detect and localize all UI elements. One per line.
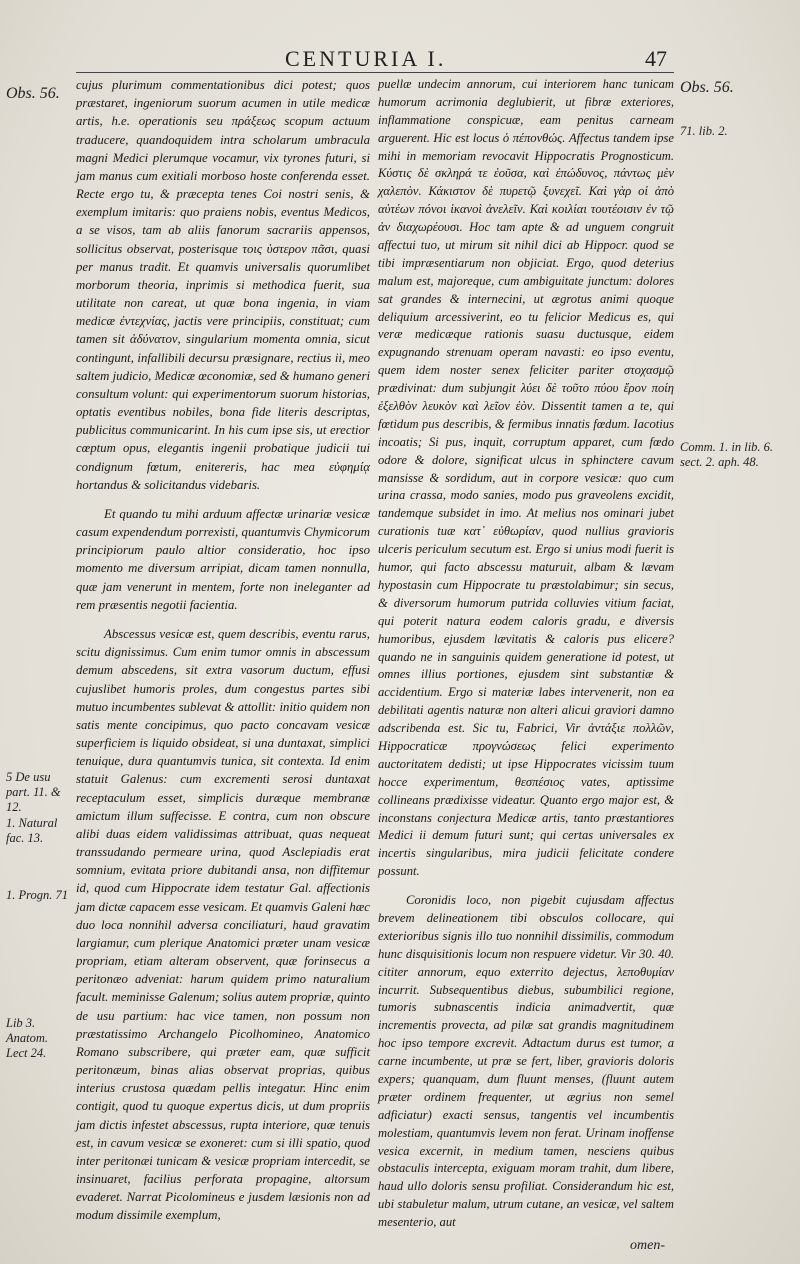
margin-note: Obs. 56. (680, 79, 734, 96)
left-text-column (76, 76, 370, 1225)
margin-note: Obs. 56. (6, 85, 60, 102)
margin-note: 71. lib. 2. (680, 124, 728, 138)
paragraph: puellæ undecim annorum, cui interiorem hanc tunicam humorum acrimonia deglubierit, ut fibræ exteriores, inflammatione conspicuæ, eam penitus carneam arguerent. Hic est locus ὁ πέπονθώς. Affectus tandem ipse mihi in memoriam revocavit Hippocratis Prognosticum. Κύστις δὲ σκληρά τε ἐοῦσα, καὶ ἐπώδυνος, πάντως μὲν χαλεπὸν. Κάκιστον δὲ πυρετῷ ξυνεχεῖ. Καὶ γὰρ οἱ ἀπὸ αὐτέων πόνοι ἱκανοὶ ἀνελεῖν. Καὶ κοιλίαι τουτέοισιν ἐν τῷ ἀν διαχωρέουσι. Hoc tam apte & ad unguem congruit affectui tuo, ut mirum sit nihil dici ab Hippocr. quod se tibi impræsentiarum non objiciat. Ergo, quod deterius malum est, majoreque, cum ambiguitate junctum: dolores sat grandes & internecini, ut ægrotus animi quoque deliquium arcessiverint, eo tu felicior Medicus es, qui veræ medicæque rationis suasu ductusque, eidem expugnando strenuam operam navasti: eo ipso eventu, quem idem noster senex feliciter pariter στοχασμῷ prædivinat: dum subjungit λύει δὲ τοῦτο πύου ἔρον ποίη ἐξελθὸν λευκὸν καὶ λεῖον ἐὸν. Dissentit tamen a te, qui fœtidum pus describis, & fermibus innatis fœdum. Iacotius incoatis; Si pus, inquit, corruptum apparet, cum fœdo odore & dolore, significat ulcus in sphinctere cavum mansisse & sordidum, aut in corpore vesicæ: quo cum urina crassa, modo sanies, modo pus graveolens excidit, tandemque subsidet in imo. At melius nos ominari jubet curationis tuæ κατ᾽ εὐθωρίαν, quod nullius gravioris ulceris periculum secutum est. Ergo si unius modi fuerit is humor, qui facto abscessu maturuit, albam & lævam hypostasin cum Hippocrate tu præstolabimur; sin secus, & diversorum humorum putrida colluvies vitium faciat, qui poterit natura eodem caloris gradu, e diversis humoribus, ejusdem lævitatis & caloris pus elicere? quando ne in sanguinis quidem generatione id potest, ut omnes illius portiones, ejusdem sint substantiæ & accidentium. Ergo si materiæ labes intervenerit, non ea debilitati agentis naturæ non alteri alicui graviori damno adscribenda est. Sic tu, Fabrici, Vir ἀντάξιε πολλῶν, Hippocraticæ προγνώσεως felici experimento auctoritatem dedisti; ut ipse Hippocrates vicissim tuum hocce experimentum, θεσπέσιος vates, aptissime collineans prædixisse videatur. Quanto ergo major est, & inconstans conjectura Medicæ artis, tanto præstantiores Medici ii demum futuri sunt; qui certas universales ex incertis singularibus, mira judicii felicitate condere possunt. (378, 77, 674, 879)
catchword: omen- (630, 1238, 665, 1253)
header-rule (76, 72, 674, 73)
margin-note: 5 De usu part. 11. & 12. (6, 770, 61, 814)
paragraph: Abscessus vesicæ est, quem describis, eventu rarus, scitu dignissimus. Cum enim tumor omnis in abscessum demum abscedens, sit extra vasorum ductum, effusi cujuslibet humoris proles, dum congestus partes sibi mutuo incumbentes sublevat & attollit: initio quidem non satis mente concipimus, quo pacto concavam vesicæ superficiem is liquido obsideat, si una duntaxat, simplici tenuique, dura quantumvis tunica, sit contexta. Id enim statuit Galenus: cum excrementi serosi duntaxat receptaculum esset, simplicis duræque membranæ amictum illum suffecisse. E contra, cum non obscure alibi duas eidem validissimas attribuat, quas nequeat transsudando permeare urina, quod Asclepiadis erat somnium, evitata priore dubitandi ansa, non diffitemur id, quod cum Hippocrate idem testatur Gal. affectionis jam dictæ capacem esse vesicam. Et quamvis Galeni hæc duo loca nonnihil adversa conciliaturi, haud gravatim largiamur, cum plerique Anatomici præter unam vesicæ propriam, etiam alteram observent, quæ forinsecus a peritonæo adveniat: harum quidem primo naturalium facult. meminisse Galenum; solius autem propriæ, quinto de usu partium: hac vice tamen, non possum non præstatissimo Archangelo Picolhomineo, Anatomico Romano subscribere, qui præter eam, quæ sufficit peritonæum, binas alias observat proprias, quibus interius crustosa quædam pellis integatur. Hinc enim contigit, quod tu quoque expertus dicis, ut dum propriis jam dictis infestet abscessus, rupta interiore, quæ tenuis est, in cavum vesicæ se exoneret: cum si illi spatio, quod inter peritonæi tunicam & vesicæ propriam intercedit, se insinuaret, facilius perforata propagine, altorsum evaderet. Narrat Picolomineus e jusdem læsionis non ad modum dissimile exemplum, (76, 626, 370, 1223)
margin-note: 1. Natural fac. 13. (6, 816, 58, 845)
margin-note: Comm. 1. in lib. 6. sect. 2. aph. 48. (680, 440, 774, 469)
paragraph: Coronidis loco, non pigebit cujusdam affectus brevem delineationem tibi obsculos collocare, qui exterioribus signis illo tuo nonnihil dissimilis, commodum hunc disquisitionis locum non respuere videtur. Vir 30. 40. cititer annorum, equo exterrito dejectus, λεποθυμίαν incurrit. Subsequentibus diebus, subumbilici regione, tumoris subnascentis indicia animadvertit, quæ incrementis provecta, ad pilæ sat grandis magnitudinem hoc ipso tempore excrevit. Adtactum durus est tumor, a carne incumbente, ut præ se fert, liber, gravioris doloris expers; quanquam, dum fluunt menses, (fluunt autem præter ordinem frequenter, ut ægrius non semel adficiatur) exacti sensus, tangentis vel incumbentis molestiam, quantumvis levem non ferat. Urinam inoffense vesica excernit, in medium tamen, nesciens quibus obstaculis intercepta, exiguam moram trahit, dum libere, haud ullo doloris sensu profiliat. Considerandum hic est, ubi stabuletur malum, utrum cutane, an vesicæ, vel saltem mesenterio, aut (378, 893, 674, 1230)
margin-note: 1. Progn. 71 (6, 888, 69, 902)
right-text-column (378, 76, 674, 1232)
page-number: 47 (645, 46, 667, 71)
running-header (0, 46, 800, 74)
paragraph: cujus plurimum commentationibus dici potest; quos præstaret, ingeniorum suorum acumen in utile medicæ artis, h.e. operationis seu πράξεως scopum actuum traducere, quandoquidem intra scholarum umbracula magni Medici plerumque vocamur, vix tyrones futuri, si jam manus cum exitiali morboso hoste conferenda esset. Recte ergo tu, & præcepta tenes Coi nostri senis, & exemplum imitaris: quo praiens nobis, eventus Medicos, a se visos, tam ab aliis fanorum sacrariis appensos, sollicitus observat, posterisque τοις ὑστερον πᾶσι, quasi per manus tradit. Et quamvis universalis quorumlibet morborum theoria, inprimis si methodica fuerit, sua utilitate non careat, ut quæ bona ingenia, in viam medicæ ἐντεχνίας, jactis vere principiis, constituat; cum tamen sit ἀδύνατον, singularium momenta omnia, sicut contingunt, infallibili decursu præsignare, rectius ii, meo saltem judicio, Medicæ œconomiæ, sed & humano generi consultum volunt: qui experimentorum suorum historias, optatis eventibus nobiles, bona fide literis descriptas, publicitus communicarint. In his cum ipse sis, ut erectior cœptum opus, elegantis ingenii probatique judicii tui condignum fœtum, enitereris, hac mea εὐφημίᾳ hortandus & solicitandus videbaris. (76, 78, 370, 492)
margin-note: Lib 3. Anatom. Lect 24. (6, 1016, 49, 1060)
running-title: CENTURIA I. (285, 46, 447, 71)
paragraph: Et quando tu mihi arduum affectæ urinariæ vesicæ casum expendendum porrexisti, quantumvis Chymicorum principiorum paulo altior consideratio, hoc ipso momento me diversum arripiat, dicam tamen nonnulla, quæ jam venerunt in mentem, forte non ineleganter ad rem præsentis negotii facientia. (76, 506, 370, 612)
